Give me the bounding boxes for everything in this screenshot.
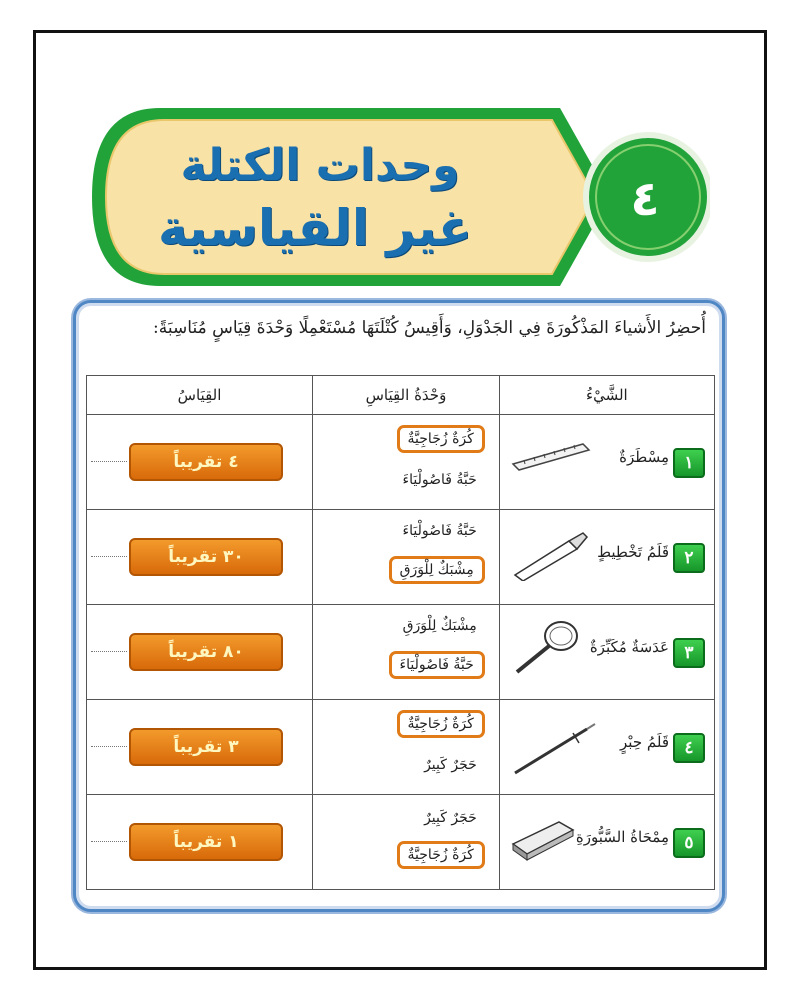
unit-option[interactable]: حَبَّةُ فَاصُولْيَاءَ — [402, 523, 477, 539]
object-cell — [499, 700, 714, 795]
header-unit: وَحْدَةُ القِيَاسِ — [313, 376, 500, 415]
row-number-badge: ٣ — [673, 638, 705, 668]
title-line-2: غير القياسية — [157, 199, 473, 257]
measure-cell — [87, 795, 313, 890]
measure-cell — [87, 700, 313, 795]
table-row — [87, 510, 715, 605]
measure-cell — [87, 510, 313, 605]
object-name: مِسْطَرَةٌ — [619, 448, 669, 466]
table-row — [87, 700, 715, 795]
activity-panel — [73, 300, 725, 912]
object-cell — [499, 795, 714, 890]
object-name: مِمْحَاةُ السَّبُّورَةِ — [575, 828, 669, 846]
unit-cell — [313, 795, 500, 890]
measure-cell — [87, 605, 313, 700]
measurement-table — [86, 375, 715, 890]
object-name: قَلَمُ حِبْرٍ — [620, 733, 669, 751]
unit-cell — [313, 700, 500, 795]
unit-option-selected[interactable]: كُرَةٌ زُجَاجِيَّةٌ — [397, 425, 485, 453]
unit-option-selected[interactable]: كُرَةٌ زُجَاجِيَّةٌ — [397, 710, 485, 738]
header-measure: القِيَاسُ — [87, 376, 313, 415]
unit-cell — [313, 415, 500, 510]
object-name: قَلَمُ تَخْطِيطٍ — [597, 543, 669, 561]
instruction-text: أُحضِرُ الأَشياءَ المَذْكُورَةَ فِي الجَدْوَلِ، وَأَقِيسُ كُتْلَتَهَا مُسْتَعْمِلًا وَحْدَةَ قِيَاسٍ مُنَاسِبَةً: — [153, 318, 706, 338]
ink-pen-icon — [511, 721, 597, 777]
measure-cell — [87, 415, 313, 510]
measure-answer: ٨٠ تقريباً — [129, 633, 283, 671]
lesson-number-badge: ٤ — [630, 171, 660, 227]
answer-dotted-line — [91, 556, 127, 557]
unit-option[interactable]: حَبَّةُ فَاصُولْيَاءَ — [402, 472, 477, 488]
object-cell — [499, 510, 714, 605]
header-object: الشَّيْءُ — [499, 376, 714, 415]
ruler-icon — [511, 436, 591, 476]
unit-option[interactable]: حَجَرٌ كَبِيرٌ — [424, 757, 477, 773]
unit-option-selected[interactable]: حَبَّةُ فَاصُولْيَاءَ — [389, 651, 485, 679]
row-number-badge: ١ — [673, 448, 705, 478]
answer-dotted-line — [91, 746, 127, 747]
unit-option-selected[interactable]: كُرَةٌ زُجَاجِيَّةٌ — [397, 841, 485, 869]
row-number-badge: ٤ — [673, 733, 705, 763]
object-cell — [499, 415, 714, 510]
unit-option[interactable]: مِشْبَكٌ لِلْوَرَقِ — [402, 618, 477, 634]
measure-answer: ٣٠ تقريباً — [129, 538, 283, 576]
measure-answer: ٣ تقريباً — [129, 728, 283, 766]
unit-option-selected[interactable]: مِشْبَكٌ لِلْوَرَقِ — [389, 556, 485, 584]
object-name: عَدَسَةٌ مُكَبِّرَةٌ — [589, 638, 669, 656]
table-row — [87, 605, 715, 700]
row-number-badge: ٥ — [673, 828, 705, 858]
title-banner — [90, 104, 710, 290]
measure-answer: ١ تقريباً — [129, 823, 283, 861]
unit-cell — [313, 510, 500, 605]
magnifying-glass-icon — [511, 616, 581, 676]
table-header-row — [87, 376, 715, 415]
measure-answer: ٤ تقريباً — [129, 443, 283, 481]
object-cell — [499, 605, 714, 700]
table-row — [87, 415, 715, 510]
unit-option[interactable]: حَجَرٌ كَبِيرٌ — [424, 810, 477, 826]
answer-dotted-line — [91, 461, 127, 462]
answer-dotted-line — [91, 841, 127, 842]
answer-dotted-line — [91, 651, 127, 652]
unit-cell — [313, 605, 500, 700]
marker-pen-icon — [511, 531, 591, 581]
board-eraser-icon — [507, 814, 577, 864]
title-line-1: وحدات الكتلة — [180, 140, 460, 191]
table-row — [87, 795, 715, 890]
row-number-badge: ٢ — [673, 543, 705, 573]
